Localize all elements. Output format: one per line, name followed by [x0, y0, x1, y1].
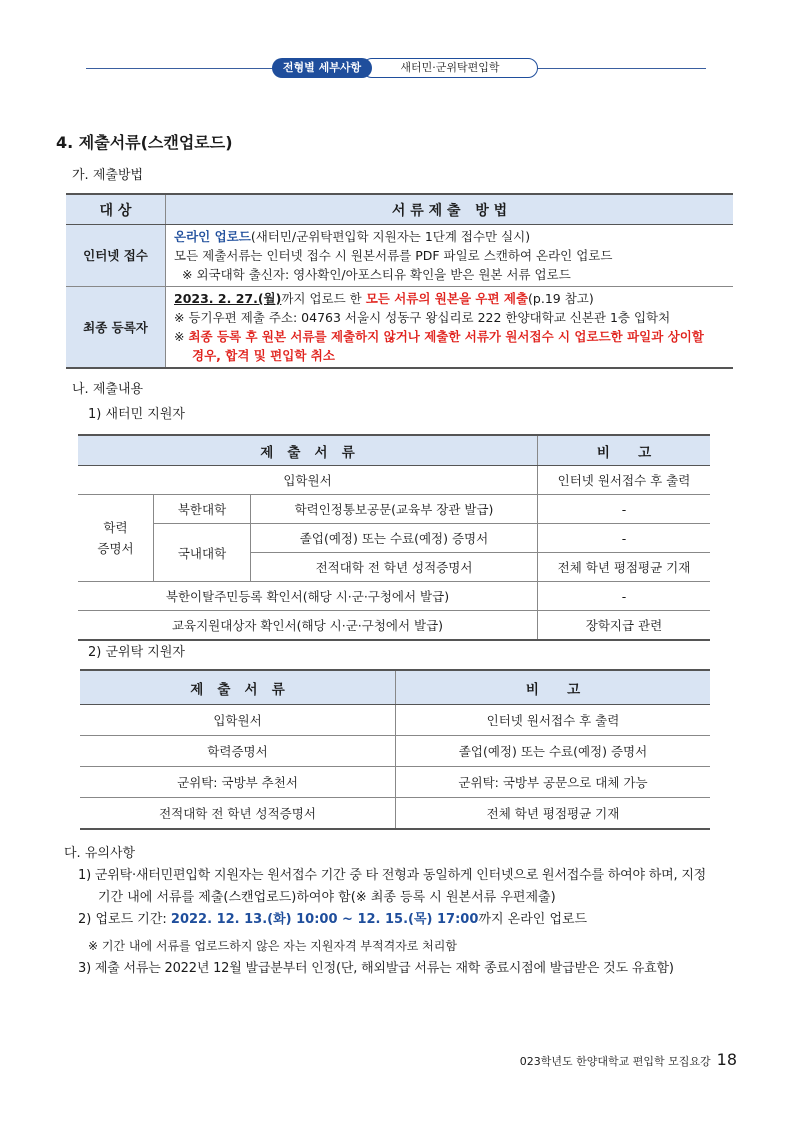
table-row: [80, 798, 710, 830]
subheading-na: 나. 제출내용: [72, 382, 144, 397]
table-cell: 군위탁: 국방부 공문으로 대체 가능: [396, 767, 711, 798]
table-cell: 군위탁: 국방부 추천서: [80, 767, 396, 798]
cell-education-cert-group: 학력 증명서: [78, 495, 154, 582]
note-item2-post: 까지 온라인 업로드: [478, 912, 588, 927]
cell-defector-note: -: [538, 582, 711, 611]
table-cell: 인터넷 원서접수 후 출력: [396, 705, 711, 736]
note-item2: [78, 910, 587, 930]
cell-kr-note1: -: [538, 524, 711, 553]
note-item1-line1: 1) 군위탁·새터민편입학 지원자는 원서접수 기간 중 타 전형과 동일하게 인터넷으로 원서접수를 하여야 하며, 지정: [78, 868, 707, 883]
subheading-ga: 가. 제출방법: [72, 168, 144, 183]
saeteomin-documents-table: [78, 434, 710, 641]
col-header-documents: 제 출 서 류: [78, 435, 538, 466]
subheading-saeteomin: 1) 새터민 지원자: [88, 407, 185, 422]
cell-defector-cert: 북한이탈주민등록 확인서(해당 시·군·구청에서 발급): [78, 582, 538, 611]
section-tag-label: 전형별 세부사항: [282, 61, 362, 74]
note-item2-remark: ※ 기간 내에 서류를 업로드하지 않은 자는 지원자격 부적격자로 처리함: [88, 939, 457, 953]
cell-nk-doc: 학력인정통보공문(교육부 장관 발급): [251, 495, 538, 524]
col-header-target: 대 상: [66, 194, 166, 225]
final-date: 2023. 2. 27.(월): [174, 291, 282, 306]
note-item1-line2: 기간 내에 서류를 제출(스캔업로드)하여야 함(※ 최종 등록 시 원본서류 우편제출): [98, 890, 556, 905]
cell-application: 입학원서: [78, 466, 538, 495]
col-header-method: 서 류 제 출 방 법: [166, 194, 734, 225]
col-header-documents: 제 출 서 류: [80, 670, 396, 705]
page-number: 18: [716, 1050, 737, 1069]
online-line2: 모든 제출서류는 인터넷 접수 시 원본서류를 PDF 파일로 스캔하여 온라인 업로드: [174, 248, 613, 263]
col-header-notes: 비 고: [538, 435, 711, 466]
subheading-military: 2) 군위탁 지원자: [88, 645, 185, 660]
final-line4: 경우, 합격 및 편입학 취소: [192, 348, 335, 363]
online-method-cell: [166, 225, 734, 287]
cell-nk-note: -: [538, 495, 711, 524]
table-cell: 학력증명서: [80, 736, 396, 767]
table-cell: 졸업(예정) 또는 수료(예정) 증명서: [396, 736, 711, 767]
final-line2: ※ 등기우편 제출 주소: 04763 서울시 성동구 왕십리로 222 한양대학교 신본관 1층 입학처: [174, 310, 671, 325]
table-cell: 전적대학 전 학년 성적증명서: [80, 798, 396, 830]
note-item2-pre: 2) 업로드 기간:: [78, 912, 171, 927]
footer-text: 023학년도 한양대학교 편입학 모집요강: [519, 1055, 711, 1068]
category-tag-label: 새터민·군위탁편입학: [400, 61, 500, 74]
cell-kr-doc2: 전적대학 전 학년 성적증명서: [251, 553, 538, 582]
table-cell: 입학원서: [80, 705, 396, 736]
cell-edu-support-note: 장학지급 관련: [538, 611, 711, 641]
note-item3: 3) 제출 서류는 2022년 12월 발급분부터 인정(단, 해외발급 서류는 재학 종료시점에 발급받은 것도 유효함): [78, 961, 674, 976]
military-documents-table: [80, 669, 710, 830]
final-line3-mark: ※: [174, 329, 189, 344]
row-label-final: 최종 등록자: [66, 287, 166, 369]
cell-kr-university: 국내대학: [154, 524, 251, 582]
online-line3: ※ 외국대학 출신자: 영사확인/아포스티유 확인을 받은 원본 서류 업로드: [182, 267, 571, 282]
submission-method-table: [66, 193, 733, 369]
subheading-da: 다. 유의사항: [64, 846, 136, 861]
cell-edu-support-cert: 교육지원대상자 확인서(해당 시·군·구청에서 발급): [78, 611, 538, 641]
table-row: [80, 767, 710, 798]
table-cell: 전체 학년 평점평균 기재: [396, 798, 711, 830]
section-tag: [272, 58, 372, 78]
page-footer: [520, 1050, 737, 1069]
final-line1-mid: 까지 업로드 한: [281, 291, 366, 306]
cell-nk-university: 북한대학: [154, 495, 251, 524]
row-label-online: 인터넷 접수: [66, 225, 166, 287]
category-tag: [362, 58, 538, 78]
upload-period: 2022. 12. 13.(화) 10:00 ~ 12. 15.(목) 17:00: [170, 912, 479, 927]
final-method-cell: [166, 287, 734, 369]
cell-application-note: 인터넷 원서접수 후 출력: [538, 466, 711, 495]
section-title: 4. 제출서류(스캔업로드): [56, 133, 233, 152]
final-line3: 최종 등록 후 원본 서류를 제출하지 않거나 제출한 서류가 원서접수 시 업로드한 파일과 상이할: [188, 329, 704, 344]
table-row: [80, 705, 710, 736]
table-row: [80, 736, 710, 767]
online-upload-emphasis: 온라인 업로드: [174, 229, 251, 244]
col-header-notes: 비 고: [396, 670, 711, 705]
final-line1-emphasis: 모든 서류의 원본을 우편 제출: [365, 291, 529, 306]
cell-kr-doc1: 졸업(예정) 또는 수료(예정) 증명서: [251, 524, 538, 553]
cell-kr-note2: 전체 학년 평점평균 기재: [538, 553, 711, 582]
online-line1-rest: (새터민/군위탁편입학 지원자는 1단계 접수만 실시): [250, 229, 531, 244]
final-line1-rest: (p.19 참고): [528, 291, 594, 306]
